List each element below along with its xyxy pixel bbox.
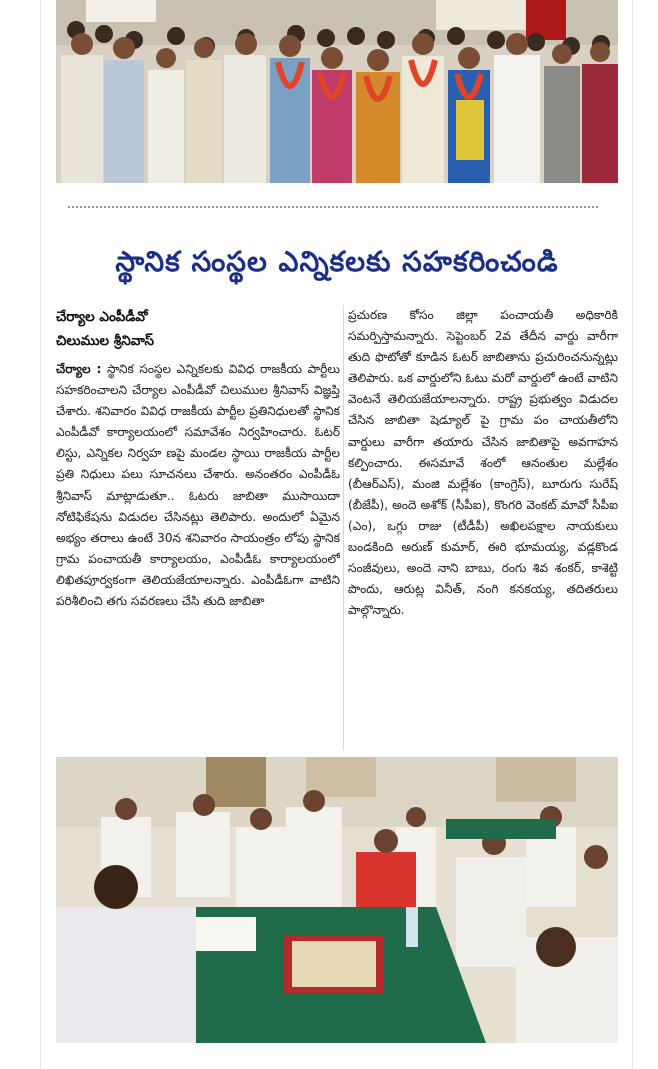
column-rule <box>343 305 344 750</box>
group-photo <box>56 0 618 183</box>
article-body-left <box>56 359 340 612</box>
meeting-photo <box>56 757 618 1043</box>
article-body-right: ప్రచురణ కోసం జిల్లా పంచాయతీ అధికారికి సమర్పిస్తామన్నారు. సెప్టెంబర్ 2వ తేదీన వార్డు వారీగా తుది ఫొటోతో కూడిన ఓటర్ జాబితాను ప్రచురించనున్నట్లు తెలిపారు. ఒక వార్డులోని ఓటు మరో వార్డులో ఉంటే వాటిని వెంటనే తెలియజేయాలన్నారు. రాష్ట్ర ప్రభుత్వం విడుదల చేసిన జాబితా షెడ్యూల్ పై గ్రామ పం చాయతీలోని వార్డులు వారీగా తయారు చేసిన జాబితాపై అవగాహన కల్పించారు. ఈసమావే శంలో ఆనంతుల మల్లేశం (బీఆర్ఎస్), మంజి మల్లేశం (కాంగ్రెస్), బూరుగు సురేష్ (బీజేపీ), అందె అశోక్ (సీపీఐ), కొంగరి వెంకట్ మావో సీపీఐ (ఎం), ఒగ్గు రాజు (టీడీపీ) అఖిలపక్షాల నాయకులు బండకింది అరుణ్ కుమార్, ఈరి భూమయ్య, వడ్లకొండ సంజీవులు, అందె నాని బాబు, రంగు శివ శంకర్, కాశెట్టి పొందు, ఆరుట్ల వినీత్, నంగి కనకయ్య, తదితరులు పాల్గొన్నారు. <box>348 308 618 618</box>
left-edge-line <box>40 0 41 1069</box>
body-text-left: స్థానిక సంస్థల ఎన్నికలకు వివిధ రాజకీయ పార్టీలు సహకరించాలని చేర్యాల ఎంపీడీవో చిలుముల శ్రీనివాస్ విజ్ఞప్తి చేశారు. శనివారం వివిధ రాజకీయ పార్టీల ప్రతినిధులతో స్థానిక ఎంపీడీవో కార్యాలయంలో సమావేశం నిర్వహించారు. ఓటర్ లిస్టు, ఎన్నికల నిర్వహ ణపై మండల స్థాయి రాజకీయ పార్టీల ప్రతి నిధులు పలు సూచనలు చేశారు. అనంతరం ఎంపీడీఓ శ్రీనివాస్ మాట్లాడుతూ.. ఓటరు జాబితా ముసాయిదా నోటిఫికేషను విడుదల చేసినట్లు తెలిపారు. అందులో ఏమైన అభ్యం తరాలు ఉంటే 30న శనివారం సాయంత్రం లోపు స్థానిక గ్రామ పంచాయతీ కార్యాలయం, ఎంపీడీఓ కార్యాలయంలో లిఖితపూర్వకంగా తెలియజేయాలన్నారు. ఎంపీడీఓగా వాటిని పరిశీలించి తగు సవరణలు చేసి తుది జాబితా <box>56 362 340 609</box>
dateline: చేర్యాల : <box>56 362 102 376</box>
section-divider <box>68 206 598 208</box>
right-edge-line <box>632 0 633 1069</box>
article-column-left <box>56 305 340 750</box>
article-column-right <box>348 305 618 750</box>
byline-title: చేర్యాల ఎంపీడీవో <box>56 309 148 325</box>
byline-name: చిలుముల శ్రీనివాస్ <box>56 333 154 349</box>
article-headline: స్థానిక సంస్థల ఎన్నికలకు సహకరించండి <box>115 245 559 278</box>
